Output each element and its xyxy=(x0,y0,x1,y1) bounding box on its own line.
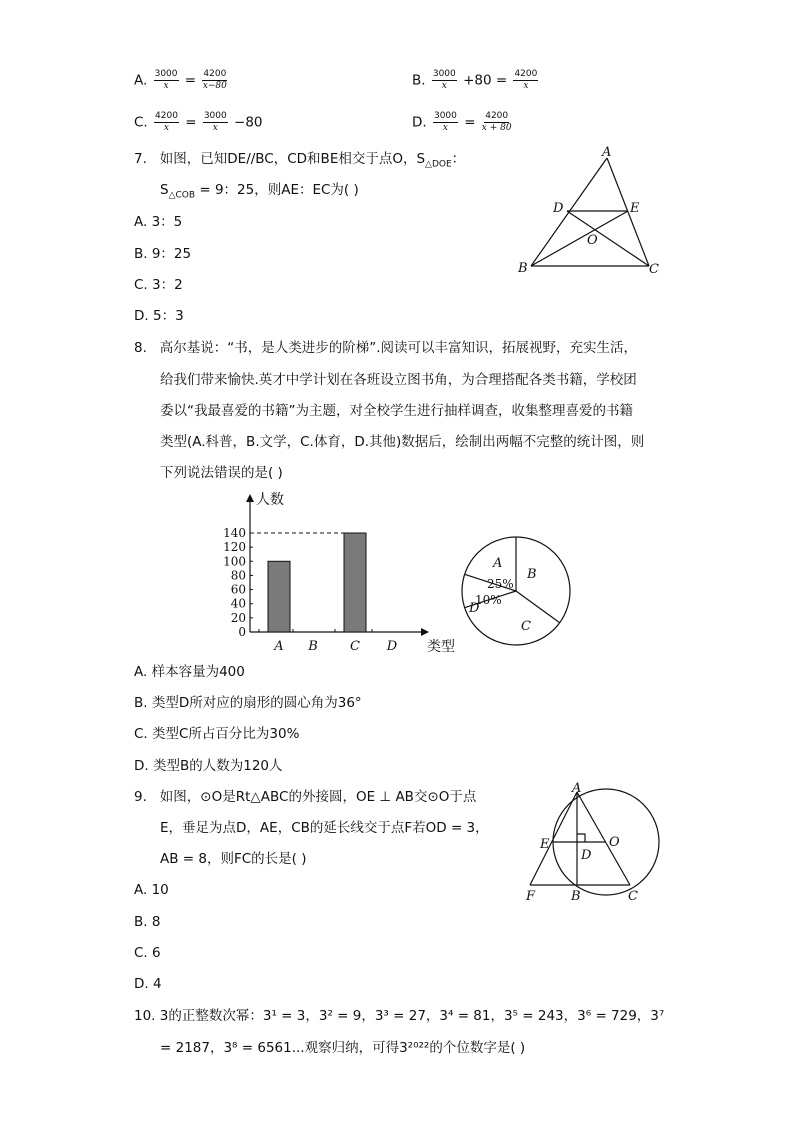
pie-slice-label-b: B xyxy=(527,567,537,582)
bar-c xyxy=(344,533,366,632)
q9-label-e: E xyxy=(540,837,550,852)
q9-label-o: O xyxy=(609,835,620,850)
q7-label-d: D xyxy=(553,201,564,216)
q7-triangle-figure xyxy=(505,140,675,280)
q9-label-d: D xyxy=(581,848,592,863)
q6-option-d: D. $\frac{3000}{x}$ = $\frac{4200}{x + 80}$ xyxy=(412,111,512,133)
bar-ytick-label: 140 xyxy=(223,526,246,540)
bar-a xyxy=(268,561,290,632)
bar-ytick-label: 120 xyxy=(223,540,246,555)
pie-slice-label-d: D xyxy=(469,601,480,616)
q9-label-a: A xyxy=(572,781,582,796)
q9-label-c: C xyxy=(628,889,638,904)
q6-option-a: A. $\frac{3000}{x}$ = $\frac{4200}{x-80}$ xyxy=(134,69,227,91)
q9-option-c: C. 6 xyxy=(134,945,161,961)
q8-option-b: B. 类型D所对应的扇形的圆心角为36° xyxy=(134,695,362,711)
q7-option-b: B. 9：25 xyxy=(134,246,192,262)
q9-option-a: A. 10 xyxy=(134,882,169,898)
q8-bar-chart xyxy=(215,486,465,658)
q8-stem-line1: 8. 高尔基说：“书，是人类进步的阶梯”.阅读可以丰富知识，拓展视野，充实生活， xyxy=(134,340,638,356)
q8-stem-line5: 下列说法错误的是( ) xyxy=(160,465,283,481)
q9-label-b: B xyxy=(571,889,581,904)
q9-label-f: F xyxy=(526,889,536,904)
q7-label-c: C xyxy=(649,262,659,277)
q8-stem-line4: 类型(A.科普，B.文学，C.体育，D.其他)数据后，绘制出两幅不完整的统计图，则 xyxy=(160,434,645,450)
bar-ytick-label: 20 xyxy=(230,610,246,625)
pie-slice-label-c: C xyxy=(521,619,531,634)
q7-stem-line2: $S_{\triangle COB} = 9$：25，则AE：EC为( ) xyxy=(160,182,359,201)
q7-label-e: E xyxy=(630,201,640,216)
pie-percent-label-d: 10% xyxy=(475,593,502,607)
q10-stem-line2: = 2187，3⁸ = 6561...观察归纳，可得3²⁰²²的个位数字是( ) xyxy=(160,1040,526,1056)
q7-stem-line1: 7. 如图，已知DE//BC，CD和BE相交于点O，$S_{\triangle DOE}$： xyxy=(134,151,466,170)
q7-label-o: O xyxy=(587,233,598,248)
q8-stem-line3: 委以“我最喜爱的书籍”为主题，对全校学生进行抽样调查，收集整理喜爱的书籍 xyxy=(160,403,633,419)
bar-ytick-label: 80 xyxy=(230,568,246,583)
bar-ytick-label: 100 xyxy=(223,554,246,569)
bar-category-label: A xyxy=(274,639,284,654)
q7-label-a: A xyxy=(602,145,612,160)
q9-stem-line3: AB = 8，则FC的长是( ) xyxy=(160,851,307,867)
q9-option-d: D. 4 xyxy=(134,976,162,992)
q9-option-b: B. 8 xyxy=(134,914,161,930)
q9-stem-line1: 9. 如图，⊙O是Rt△ABC的外接圆，OE ⊥ AB交⊙O于点 xyxy=(134,789,477,805)
q7-option-a: A. 3：5 xyxy=(134,214,183,230)
q7-label-b: B xyxy=(518,261,528,276)
q8-option-c: C. 类型C所占百分比为30% xyxy=(134,726,300,742)
q6-option-b: B. $\frac{3000}{x}$ +80 = $\frac{4200}{x}$ xyxy=(412,69,538,91)
q8-option-d: D. 类型B的人数为120人 xyxy=(134,758,283,774)
q8-stem-line2: 给我们带来愉快.英才中学计划在各班设立图书角，为合理搭配各类书籍，学校团 xyxy=(160,372,637,388)
q8-pie-chart xyxy=(455,530,580,655)
bar-category-label: B xyxy=(308,639,318,654)
q9-circle-figure xyxy=(515,780,665,910)
bar-ytick-label: 40 xyxy=(230,596,246,611)
pie-slice-label-a: A xyxy=(493,556,503,571)
bar-xlabel: 类型 xyxy=(427,639,455,655)
bar-category-label: C xyxy=(350,639,360,654)
q7-option-c: C. 3：2 xyxy=(134,277,183,293)
q7-option-d: D. 5：3 xyxy=(134,308,184,324)
bar-ytick-label: 60 xyxy=(230,582,246,597)
q9-stem-line2: E，垂足为点D，AE，CB的延长线交于点F若OD = 3， xyxy=(160,820,489,836)
pie-percent-label-a: 25% xyxy=(487,577,514,591)
bar-category-label: D xyxy=(386,639,398,654)
q8-option-a: A. 样本容量为400 xyxy=(134,664,245,680)
q10-stem-line1: 10. 3的正整数次幂：3¹ = 3，3² = 9，3³ = 27，3⁴ = 81，3⁵ = 243，3⁶ = 729，3⁷ xyxy=(134,1008,665,1024)
q6-option-c: C. $\frac{4200}{x}$ = $\frac{3000}{x}$ −80 xyxy=(134,111,263,133)
bar-ytick-label: 0 xyxy=(238,625,246,639)
bar-ylabel: 人数 xyxy=(256,492,284,508)
